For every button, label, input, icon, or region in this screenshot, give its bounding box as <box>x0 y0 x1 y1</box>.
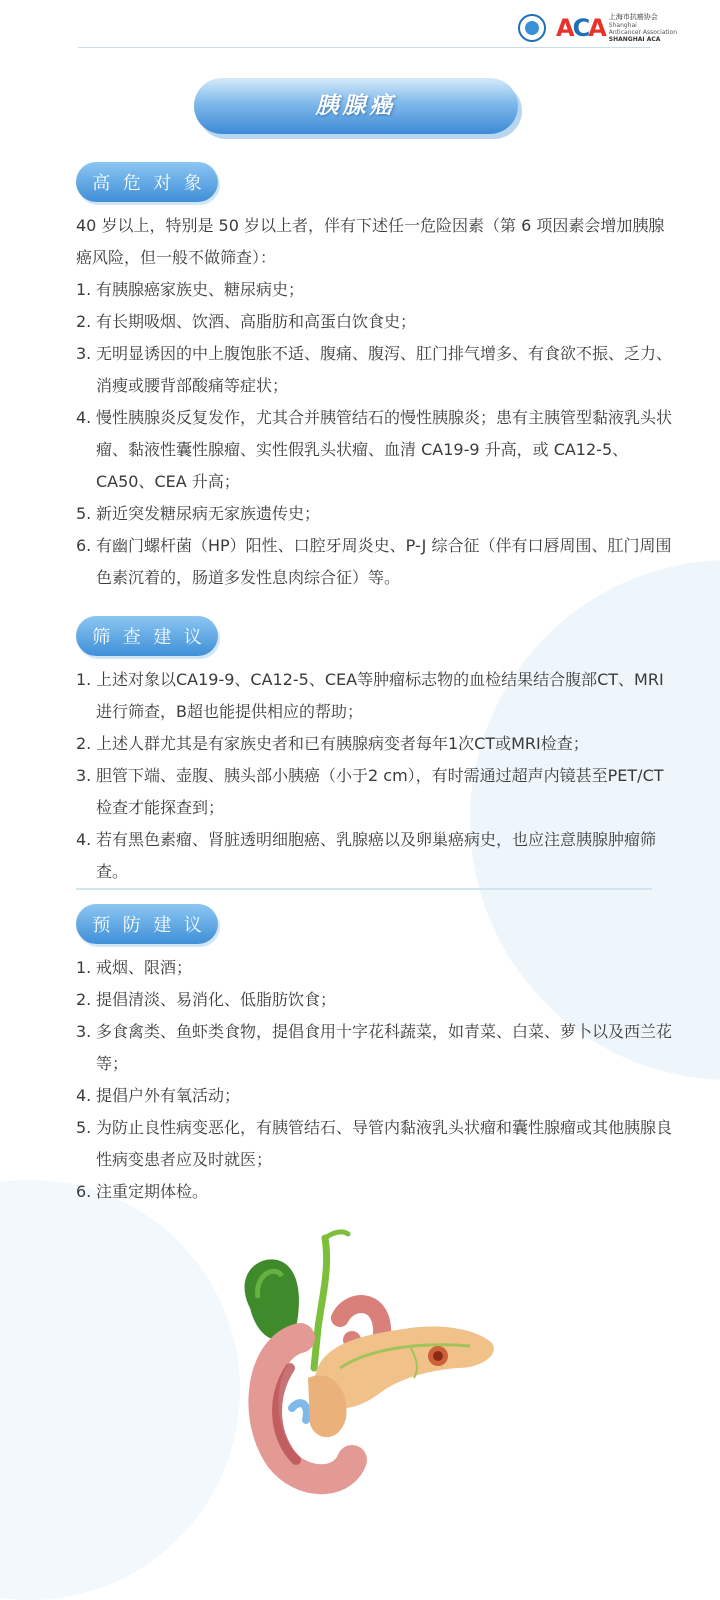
heading-char: 防 <box>122 915 141 936</box>
item-number: 1. <box>76 280 92 299</box>
page-title-banner <box>194 78 518 134</box>
list-item <box>76 1016 676 1080</box>
list-item <box>76 530 676 594</box>
high-risk-content <box>76 210 676 594</box>
section-heading-prevention <box>76 904 218 944</box>
list-item <box>76 760 676 824</box>
item-text: 若有黑色素瘤、肾脏透明细胞癌、乳腺癌以及卵巢癌病史，也应注意胰腺肿瘤筛查。 <box>96 830 657 881</box>
header-divider <box>78 47 650 48</box>
item-number: 2. <box>76 990 92 1009</box>
item-text: 新近突发糖尿病无家族遗传史； <box>96 504 321 523</box>
association-name-cn: 上海市抗癌协会 <box>608 13 658 21</box>
item-number: 3. <box>76 1022 92 1041</box>
item-text: 慢性胰腺炎反复发作，尤其合并胰管结石的慢性胰腺炎；患有主胰管型黏液乳头状瘤、黏液性囊性腺瘤、实性假乳头状瘤、血清 CA19-9 升高，或 CA12-5、CA50、CEA 升高； <box>96 408 673 491</box>
item-text: 提倡户外有氧活动； <box>96 1086 241 1105</box>
section-heading-screening <box>76 616 218 656</box>
item-number: 3. <box>76 344 92 363</box>
item-text: 多食禽类、鱼虾类食物，提倡食用十字花科蔬菜，如青菜、白菜、萝卜以及西兰花等； <box>96 1022 673 1073</box>
item-number: 2. <box>76 312 92 331</box>
screening-content <box>76 664 676 888</box>
item-text: 上述人群尤其是有家族史者和已有胰腺病变者每年1次CT或MRI检查； <box>96 734 589 753</box>
item-text: 注重定期体检。 <box>96 1182 209 1201</box>
list-item <box>76 498 676 530</box>
high-risk-intro: 40 岁以上，特别是 50 岁以上者，伴有下述任一危险因素（第 6 项因素会增加胰腺癌风险，但一般不做筛查）： <box>76 216 665 267</box>
aca-logo-mark: ACA <box>556 14 605 42</box>
heading-char: 象 <box>183 173 202 194</box>
item-text: 有胰腺癌家族史、糖尿病史； <box>96 280 305 299</box>
item-number: 3. <box>76 766 92 785</box>
item-number: 5. <box>76 504 92 523</box>
item-number: 2. <box>76 734 92 753</box>
background-circle-lower <box>0 1180 240 1600</box>
association-name-en-2: Anticancer Association <box>608 29 678 36</box>
heading-char: 高 <box>92 173 111 194</box>
heading-char: 议 <box>183 627 202 648</box>
list-item <box>76 1176 676 1208</box>
association-name-en-1: Shanghai <box>608 22 637 29</box>
section-divider <box>76 888 652 890</box>
list-item <box>76 402 676 498</box>
item-number: 1. <box>76 958 92 977</box>
item-number: 4. <box>76 830 92 849</box>
item-number: 5. <box>76 1118 92 1137</box>
list-item <box>76 824 676 888</box>
heading-char: 建 <box>153 915 172 936</box>
item-text: 上述对象以CA19-9、CA12-5、CEA等肿瘤标志物的血检结果结合腹部CT、MRI进行筛查，B超也能提供相应的帮助； <box>96 670 664 721</box>
item-text: 胆管下端、壶腹、胰头部小胰癌（小于2 cm），有时需通过超声内镜甚至PET/CT检查才能探查到； <box>96 766 664 817</box>
list-item <box>76 728 676 760</box>
item-text: 提倡清淡、易消化、低脂肪饮食； <box>96 990 337 1009</box>
heading-char: 预 <box>92 915 111 936</box>
heading-char: 建 <box>153 627 172 648</box>
list-item <box>76 274 676 306</box>
shanghai-aca-logo <box>556 14 677 43</box>
section-heading-high-risk <box>76 162 218 202</box>
item-text: 为防止良性病变恶化，有胰管结石、导管内黏液乳头状瘤和囊性腺瘤或其他胰腺良性病变患者应及时就医； <box>96 1118 673 1169</box>
heading-char: 筛 <box>92 627 111 648</box>
item-text: 无明显诱因的中上腹饱胀不适、腹痛、腹泻、肛门排气增多、有食欲不振、乏力、消瘦或腰背部酸痛等症状； <box>96 344 673 395</box>
pancreas-illustration-icon <box>230 1228 500 1503</box>
prevention-content <box>76 952 676 1208</box>
list-item <box>76 1112 676 1176</box>
list-item <box>76 952 676 984</box>
list-item <box>76 338 676 402</box>
list-item <box>76 306 676 338</box>
header <box>0 0 720 50</box>
item-text: 有幽门螺杆菌（HP）阳性、口腔牙周炎史、P-J 综合征（伴有口唇周围、肛门周围色素沉着的，肠道多发性息肉综合征）等。 <box>96 536 672 587</box>
item-text: 有长期吸烟、饮酒、高脂肪和高蛋白饮食史； <box>96 312 417 331</box>
heading-char: 查 <box>122 627 141 648</box>
item-number: 6. <box>76 1182 92 1201</box>
anticancer-emblem-icon <box>518 14 546 42</box>
item-number: 1. <box>76 670 92 689</box>
association-name-en-3: SHANGHAI ACA <box>608 36 661 43</box>
list-item <box>76 984 676 1016</box>
item-text: 戒烟、限酒； <box>96 958 193 977</box>
page-title: 胰腺癌 <box>315 93 397 119</box>
list-item <box>76 664 676 728</box>
association-name <box>609 14 677 43</box>
list-item <box>76 1080 676 1112</box>
item-number: 4. <box>76 1086 92 1105</box>
heading-char: 议 <box>183 915 202 936</box>
item-number: 6. <box>76 536 92 555</box>
heading-char: 危 <box>122 173 141 194</box>
item-number: 4. <box>76 408 92 427</box>
heading-char: 对 <box>153 173 172 194</box>
